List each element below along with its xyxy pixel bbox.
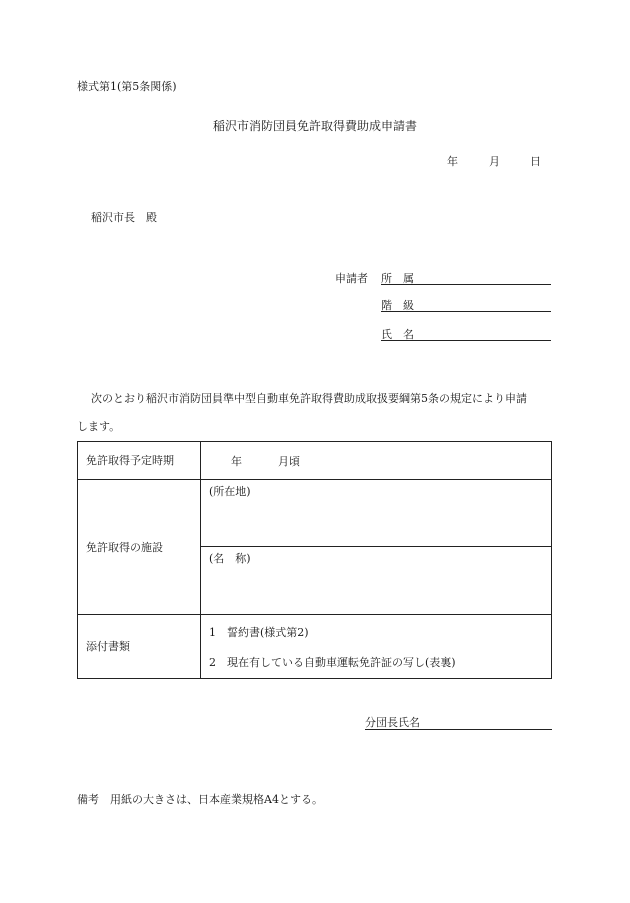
attachments-label: 添付書類 xyxy=(78,615,201,679)
name-line xyxy=(381,340,551,341)
rank-label: 階 級 xyxy=(381,299,414,312)
applicant-label: 申請者 xyxy=(335,272,368,285)
date-month-label: 月 xyxy=(489,155,500,168)
schedule-year: 年 xyxy=(231,455,242,468)
facility-location-label: (所在地) xyxy=(209,485,251,498)
affiliation-label: 所 属 xyxy=(381,272,414,285)
facility-name-label: (名 称) xyxy=(209,552,251,565)
attachments-row xyxy=(78,615,552,679)
schedule-value-cell xyxy=(201,442,552,480)
name-label: 氏 名 xyxy=(381,328,414,341)
facility-row-location xyxy=(78,480,552,547)
attachments-cell xyxy=(201,615,552,679)
facility-name-cell xyxy=(201,547,552,615)
date-day-label: 日 xyxy=(530,155,541,168)
rank-line xyxy=(381,311,551,312)
attachment-item-1: 1 誓約書(様式第2) xyxy=(209,626,309,639)
facility-label: 免許取得の施設 xyxy=(78,480,201,615)
body-text-line-2: します。 xyxy=(77,420,121,433)
leader-name-line xyxy=(365,729,552,730)
affiliation-line xyxy=(381,284,551,285)
addressee: 稲沢市長 殿 xyxy=(91,211,157,224)
form-number: 様式第1(第5条関係) xyxy=(77,80,177,93)
schedule-month: 月頃 xyxy=(278,455,300,468)
note: 備考 用紙の大きさは、日本産業規格A4とする。 xyxy=(77,793,323,806)
facility-location-cell xyxy=(201,480,552,547)
attachment-item-2: 2 現在有している自動車運転免許証の写し(表裏) xyxy=(209,656,456,669)
page-title: 稲沢市消防団員免許取得費助成申請書 xyxy=(212,119,417,133)
schedule-row xyxy=(78,442,552,480)
date-year-label: 年 xyxy=(447,155,458,168)
application-table xyxy=(77,441,552,679)
schedule-label: 免許取得予定時期 xyxy=(78,442,201,480)
body-text-line-1: 次のとおり稲沢市消防団員準中型自動車免許取得費助成取扱要綱第5条の規定により申請 xyxy=(91,392,527,405)
leader-name-label: 分団長氏名 xyxy=(365,716,420,729)
